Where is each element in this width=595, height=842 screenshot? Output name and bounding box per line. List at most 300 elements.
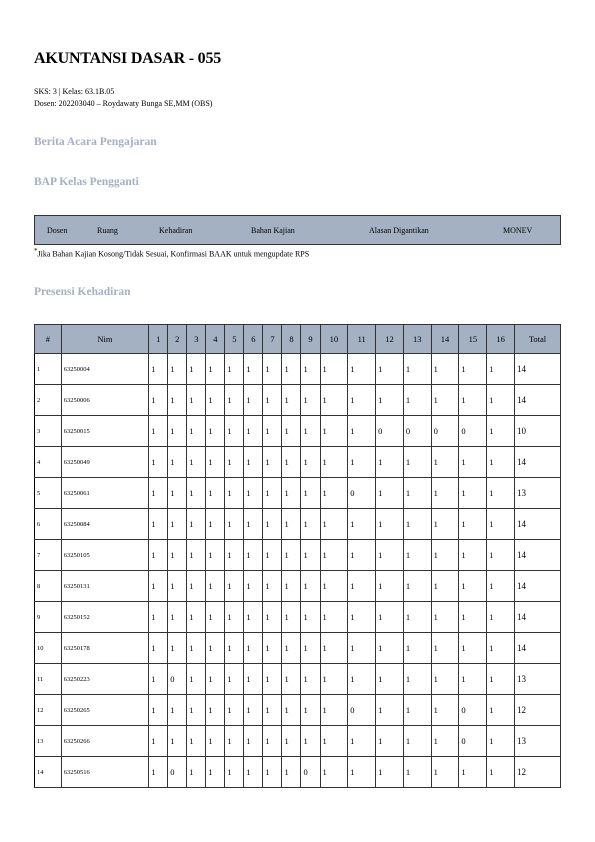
attendance-cell: 1 — [263, 540, 282, 571]
attendance-cell: 1 — [487, 757, 515, 788]
row-number: 11 — [35, 664, 62, 695]
attendance-cell: 1 — [206, 540, 225, 571]
attendance-cell: 1 — [348, 509, 376, 540]
attendance-total: 13 — [514, 664, 560, 695]
attendance-cell: 1 — [403, 385, 431, 416]
row-number: 2 — [35, 385, 62, 416]
page-title: AKUNTANSI DASAR - 055 — [34, 50, 222, 67]
attendance-cell: 1 — [487, 354, 515, 385]
student-nim: 63250152 — [61, 602, 148, 633]
attendance-cell: 1 — [320, 478, 348, 509]
attendance-cell: 1 — [348, 726, 376, 757]
attendance-cell: 0 — [168, 757, 187, 788]
attendance-cell: 1 — [459, 602, 487, 633]
attendance-cell: 1 — [376, 540, 404, 571]
attendance-cell: 1 — [487, 571, 515, 602]
student-nim: 63250015 — [61, 416, 148, 447]
header-cell-session-5: 5 — [225, 325, 244, 354]
attendance-cell: 1 — [263, 416, 282, 447]
attendance-cell: 1 — [206, 664, 225, 695]
attendance-cell: 1 — [282, 633, 301, 664]
attendance-cell: 1 — [263, 633, 282, 664]
attendance-cell: 1 — [403, 447, 431, 478]
header-cell-session-8: 8 — [282, 325, 301, 354]
attendance-cell: 1 — [168, 633, 187, 664]
attendance-total: 14 — [514, 602, 560, 633]
attendance-cell: 1 — [487, 478, 515, 509]
attendance-cell: 1 — [487, 385, 515, 416]
header-cell-session-11: 11 — [348, 325, 376, 354]
attendance-cell: 1 — [348, 602, 376, 633]
attendance-total: 13 — [514, 478, 560, 509]
attendance-cell: 1 — [225, 695, 244, 726]
attendance-cell: 1 — [244, 540, 263, 571]
bap-col-bahan: Bahan Kajian — [251, 226, 295, 235]
row-number: 7 — [35, 540, 62, 571]
attendance-cell: 1 — [149, 726, 168, 757]
attendance-cell: 1 — [431, 695, 459, 726]
header-cell-session-13: 13 — [403, 325, 431, 354]
attendance-total: 10 — [514, 416, 560, 447]
attendance-cell: 1 — [487, 509, 515, 540]
attendance-cell: 1 — [263, 509, 282, 540]
attendance-cell: 1 — [168, 726, 187, 757]
attendance-cell: 1 — [206, 416, 225, 447]
attendance-cell: 1 — [225, 354, 244, 385]
attendance-cell: 1 — [244, 571, 263, 602]
attendance-cell: 1 — [376, 726, 404, 757]
attendance-total: 14 — [514, 540, 560, 571]
attendance-cell: 1 — [187, 416, 206, 447]
header-cell-nim: Nim — [61, 325, 148, 354]
attendance-cell: 1 — [282, 447, 301, 478]
row-number: 5 — [35, 478, 62, 509]
attendance-cell: 1 — [282, 726, 301, 757]
attendance-total: 14 — [514, 571, 560, 602]
table-row — [35, 571, 561, 602]
header-cell-session-14: 14 — [431, 325, 459, 354]
table-row — [35, 478, 561, 509]
attendance-cell: 1 — [403, 695, 431, 726]
bap-table-header — [34, 215, 561, 245]
attendance-cell: 1 — [431, 447, 459, 478]
attendance-cell: 1 — [263, 354, 282, 385]
attendance-cell: 1 — [376, 664, 404, 695]
student-nim: 63250265 — [61, 695, 148, 726]
attendance-cell: 1 — [244, 478, 263, 509]
attendance-cell: 1 — [187, 757, 206, 788]
attendance-cell: 1 — [431, 540, 459, 571]
attendance-cell: 1 — [244, 354, 263, 385]
attendance-cell: 1 — [320, 602, 348, 633]
attendance-cell: 1 — [168, 385, 187, 416]
attendance-cell: 1 — [225, 664, 244, 695]
attendance-cell: 1 — [431, 757, 459, 788]
attendance-total: 14 — [514, 385, 560, 416]
attendance-cell: 1 — [431, 354, 459, 385]
attendance-cell: 1 — [487, 726, 515, 757]
attendance-cell: 1 — [320, 571, 348, 602]
attendance-cell: 1 — [403, 354, 431, 385]
attendance-cell: 1 — [225, 633, 244, 664]
table-row — [35, 633, 561, 664]
attendance-cell: 1 — [320, 354, 348, 385]
attendance-cell: 1 — [206, 571, 225, 602]
row-number: 9 — [35, 602, 62, 633]
attendance-cell: 1 — [487, 602, 515, 633]
attendance-cell: 1 — [403, 726, 431, 757]
attendance-cell: 1 — [263, 478, 282, 509]
attendance-cell: 1 — [403, 602, 431, 633]
attendance-cell: 1 — [431, 726, 459, 757]
attendance-cell: 1 — [282, 509, 301, 540]
header-cell-session-10: 10 — [320, 325, 348, 354]
attendance-cell: 1 — [187, 695, 206, 726]
table-row — [35, 447, 561, 478]
attendance-cell: 1 — [301, 447, 320, 478]
header-cell-no: # — [35, 325, 62, 354]
row-number: 6 — [35, 509, 62, 540]
student-nim: 63250178 — [61, 633, 148, 664]
attendance-cell: 1 — [348, 385, 376, 416]
table-row — [35, 602, 561, 633]
attendance-cell: 1 — [301, 385, 320, 416]
attendance-cell: 1 — [168, 354, 187, 385]
attendance-cell: 1 — [168, 571, 187, 602]
attendance-cell: 1 — [206, 447, 225, 478]
header-cell-session-2: 2 — [168, 325, 187, 354]
attendance-cell: 1 — [459, 664, 487, 695]
note-star: * — [34, 247, 38, 255]
attendance-total: 14 — [514, 354, 560, 385]
attendance-cell: 1 — [376, 509, 404, 540]
attendance-cell: 1 — [168, 478, 187, 509]
attendance-cell: 1 — [403, 509, 431, 540]
attendance-cell: 1 — [282, 478, 301, 509]
attendance-cell: 1 — [301, 478, 320, 509]
attendance-cell: 1 — [206, 509, 225, 540]
header-cell-session-12: 12 — [376, 325, 404, 354]
attendance-cell: 1 — [348, 540, 376, 571]
attendance-cell: 1 — [187, 447, 206, 478]
table-row — [35, 416, 561, 447]
attendance-cell: 1 — [459, 478, 487, 509]
row-number: 8 — [35, 571, 62, 602]
bap-col-monev: MONEV — [503, 226, 533, 235]
attendance-total: 14 — [514, 509, 560, 540]
attendance-cell: 1 — [301, 416, 320, 447]
attendance-total: 14 — [514, 633, 560, 664]
attendance-cell: 1 — [244, 416, 263, 447]
attendance-cell: 1 — [263, 695, 282, 726]
attendance-cell: 1 — [187, 385, 206, 416]
attendance-cell: 1 — [431, 571, 459, 602]
attendance-cell: 1 — [168, 447, 187, 478]
section-presensi: Presensi Kehadiran — [34, 286, 131, 298]
attendance-cell: 1 — [149, 478, 168, 509]
header-cell-session-6: 6 — [244, 325, 263, 354]
header-cell-session-4: 4 — [206, 325, 225, 354]
attendance-cell: 1 — [225, 602, 244, 633]
attendance-cell: 1 — [376, 571, 404, 602]
header-cell-session-3: 3 — [187, 325, 206, 354]
table-row — [35, 726, 561, 757]
attendance-cell: 1 — [225, 416, 244, 447]
attendance-cell: 1 — [301, 354, 320, 385]
attendance-cell: 1 — [206, 478, 225, 509]
bap-col-alasan: Alasan Digantikan — [369, 226, 429, 235]
attendance-cell: 1 — [431, 602, 459, 633]
attendance-cell: 1 — [403, 571, 431, 602]
attendance-cell: 1 — [487, 633, 515, 664]
attendance-cell: 1 — [263, 385, 282, 416]
attendance-cell: 1 — [282, 385, 301, 416]
attendance-cell: 1 — [168, 509, 187, 540]
attendance-cell: 1 — [206, 695, 225, 726]
attendance-cell: 1 — [282, 664, 301, 695]
attendance-cell: 1 — [168, 602, 187, 633]
student-nim: 63250223 — [61, 664, 148, 695]
attendance-cell: 0 — [459, 416, 487, 447]
row-number: 3 — [35, 416, 62, 447]
table-row — [35, 540, 561, 571]
attendance-cell: 1 — [282, 354, 301, 385]
attendance-cell: 1 — [187, 602, 206, 633]
row-number: 14 — [35, 757, 62, 788]
attendance-cell: 1 — [376, 478, 404, 509]
row-number: 13 — [35, 726, 62, 757]
section-bap-pengganti: BAP Kelas Pengganti — [34, 176, 139, 188]
attendance-cell: 1 — [348, 571, 376, 602]
attendance-cell: 1 — [225, 385, 244, 416]
attendance-cell: 1 — [263, 664, 282, 695]
attendance-cell: 1 — [149, 509, 168, 540]
attendance-cell: 1 — [320, 757, 348, 788]
attendance-total: 13 — [514, 726, 560, 757]
student-nim: 63250049 — [61, 447, 148, 478]
student-nim: 63250004 — [61, 354, 148, 385]
attendance-cell: 1 — [149, 447, 168, 478]
attendance-cell: 1 — [320, 447, 348, 478]
attendance-cell: 1 — [348, 633, 376, 664]
attendance-cell: 1 — [282, 416, 301, 447]
attendance-cell: 1 — [244, 633, 263, 664]
attendance-cell: 1 — [403, 540, 431, 571]
attendance-cell: 1 — [244, 757, 263, 788]
attendance-cell: 1 — [431, 633, 459, 664]
attendance-cell: 1 — [187, 571, 206, 602]
attendance-cell: 1 — [187, 726, 206, 757]
attendance-cell: 1 — [348, 416, 376, 447]
attendance-cell: 0 — [376, 416, 404, 447]
attendance-cell: 1 — [459, 385, 487, 416]
attendance-cell: 1 — [459, 447, 487, 478]
attendance-cell: 1 — [149, 540, 168, 571]
attendance-cell: 0 — [459, 695, 487, 726]
attendance-cell: 1 — [168, 695, 187, 726]
attendance-cell: 1 — [487, 540, 515, 571]
row-number: 10 — [35, 633, 62, 664]
presensi-header-row — [35, 325, 561, 354]
attendance-cell: 1 — [244, 447, 263, 478]
student-nim: 63250084 — [61, 509, 148, 540]
header-cell-session-9: 9 — [301, 325, 320, 354]
attendance-cell: 1 — [149, 602, 168, 633]
attendance-cell: 1 — [244, 602, 263, 633]
attendance-cell: 1 — [431, 509, 459, 540]
attendance-cell: 0 — [431, 416, 459, 447]
note-text: Jika Bahan Kajian Kosong/Tidak Sesuai, Konfirmasi BAAK untuk mengupdate RPS — [37, 249, 310, 259]
attendance-cell: 1 — [376, 602, 404, 633]
attendance-cell: 1 — [187, 664, 206, 695]
attendance-cell: 1 — [320, 540, 348, 571]
attendance-cell: 1 — [301, 726, 320, 757]
attendance-cell: 1 — [376, 757, 404, 788]
attendance-cell: 1 — [282, 695, 301, 726]
attendance-cell: 0 — [348, 478, 376, 509]
attendance-cell: 1 — [376, 695, 404, 726]
bap-col-dosen: Dosen — [47, 226, 68, 235]
bap-col-kehadiran: Kehadiran — [159, 226, 193, 235]
attendance-cell: 1 — [459, 509, 487, 540]
attendance-cell: 1 — [459, 633, 487, 664]
attendance-cell: 1 — [149, 385, 168, 416]
row-number: 1 — [35, 354, 62, 385]
attendance-cell: 0 — [301, 757, 320, 788]
attendance-cell: 1 — [487, 416, 515, 447]
attendance-cell: 1 — [487, 447, 515, 478]
header-cell-session-1: 1 — [149, 325, 168, 354]
table-row — [35, 757, 561, 788]
attendance-cell: 1 — [168, 540, 187, 571]
attendance-cell: 1 — [187, 478, 206, 509]
attendance-cell: 1 — [187, 540, 206, 571]
attendance-cell: 1 — [320, 726, 348, 757]
attendance-cell: 1 — [187, 633, 206, 664]
attendance-cell: 1 — [301, 540, 320, 571]
attendance-cell: 1 — [301, 664, 320, 695]
attendance-total: 14 — [514, 447, 560, 478]
attendance-cell: 1 — [187, 354, 206, 385]
attendance-cell: 1 — [403, 633, 431, 664]
attendance-cell: 1 — [403, 664, 431, 695]
attendance-cell: 1 — [459, 571, 487, 602]
attendance-cell: 1 — [320, 509, 348, 540]
attendance-cell: 1 — [348, 664, 376, 695]
attendance-cell: 1 — [244, 726, 263, 757]
attendance-cell: 1 — [149, 633, 168, 664]
attendance-cell: 1 — [487, 695, 515, 726]
attendance-cell: 1 — [431, 664, 459, 695]
lecturer-info: Dosen: 202203040 – Roydawaty Bunga SE,MM (OBS) — [34, 99, 213, 108]
attendance-cell: 1 — [301, 695, 320, 726]
attendance-cell: 1 — [376, 385, 404, 416]
attendance-cell: 1 — [263, 726, 282, 757]
attendance-cell: 1 — [225, 447, 244, 478]
attendance-cell: 1 — [348, 354, 376, 385]
attendance-cell: 1 — [244, 509, 263, 540]
attendance-cell: 1 — [301, 571, 320, 602]
attendance-cell: 1 — [320, 385, 348, 416]
attendance-cell: 1 — [301, 633, 320, 664]
attendance-cell: 1 — [487, 664, 515, 695]
attendance-cell: 1 — [225, 540, 244, 571]
table-row — [35, 509, 561, 540]
attendance-cell: 1 — [225, 726, 244, 757]
student-nim: 63250516 — [61, 757, 148, 788]
attendance-cell: 1 — [301, 602, 320, 633]
attendance-cell: 1 — [206, 726, 225, 757]
attendance-cell: 1 — [348, 757, 376, 788]
attendance-cell: 1 — [263, 602, 282, 633]
section-berita-acara: Berita Acara Pengajaran — [34, 136, 157, 148]
attendance-cell: 1 — [320, 416, 348, 447]
attendance-cell: 1 — [459, 354, 487, 385]
attendance-cell: 1 — [187, 509, 206, 540]
attendance-cell: 1 — [431, 478, 459, 509]
attendance-cell: 1 — [225, 509, 244, 540]
attendance-cell: 1 — [206, 602, 225, 633]
attendance-cell: 1 — [348, 447, 376, 478]
table-row — [35, 354, 561, 385]
table-row — [35, 695, 561, 726]
attendance-cell: 1 — [149, 354, 168, 385]
attendance-cell: 1 — [149, 664, 168, 695]
attendance-cell: 1 — [225, 571, 244, 602]
attendance-cell: 1 — [149, 757, 168, 788]
attendance-total: 12 — [514, 695, 560, 726]
attendance-cell: 1 — [282, 540, 301, 571]
attendance-cell: 1 — [244, 695, 263, 726]
attendance-cell: 1 — [244, 664, 263, 695]
student-nim: 63250266 — [61, 726, 148, 757]
attendance-cell: 1 — [263, 447, 282, 478]
header-cell-session-16: 16 — [487, 325, 515, 354]
attendance-cell: 1 — [206, 757, 225, 788]
row-number: 4 — [35, 447, 62, 478]
attendance-cell: 1 — [149, 571, 168, 602]
attendance-total: 12 — [514, 757, 560, 788]
attendance-cell: 1 — [403, 478, 431, 509]
attendance-cell: 1 — [244, 385, 263, 416]
attendance-cell: 1 — [431, 385, 459, 416]
attendance-cell: 1 — [149, 695, 168, 726]
attendance-cell: 1 — [301, 509, 320, 540]
attendance-cell: 1 — [376, 447, 404, 478]
attendance-cell: 1 — [282, 571, 301, 602]
header-cell-total: Total — [514, 325, 560, 354]
attendance-cell: 1 — [263, 571, 282, 602]
attendance-cell: 0 — [459, 726, 487, 757]
attendance-cell: 1 — [206, 354, 225, 385]
bap-col-ruang: Ruang — [97, 226, 118, 235]
attendance-cell: 1 — [403, 757, 431, 788]
student-nim: 63250061 — [61, 478, 148, 509]
attendance-cell: 1 — [263, 757, 282, 788]
presensi-table — [34, 324, 561, 788]
attendance-cell: 0 — [168, 664, 187, 695]
student-nim: 63250006 — [61, 385, 148, 416]
table-row — [35, 664, 561, 695]
attendance-cell: 0 — [403, 416, 431, 447]
attendance-cell: 0 — [348, 695, 376, 726]
student-nim: 63250131 — [61, 571, 148, 602]
course-info: SKS: 3 | Kelas: 63.1B.05 — [34, 87, 115, 96]
bap-note — [34, 247, 309, 259]
attendance-cell: 1 — [459, 757, 487, 788]
attendance-cell: 1 — [225, 757, 244, 788]
attendance-cell: 1 — [282, 757, 301, 788]
